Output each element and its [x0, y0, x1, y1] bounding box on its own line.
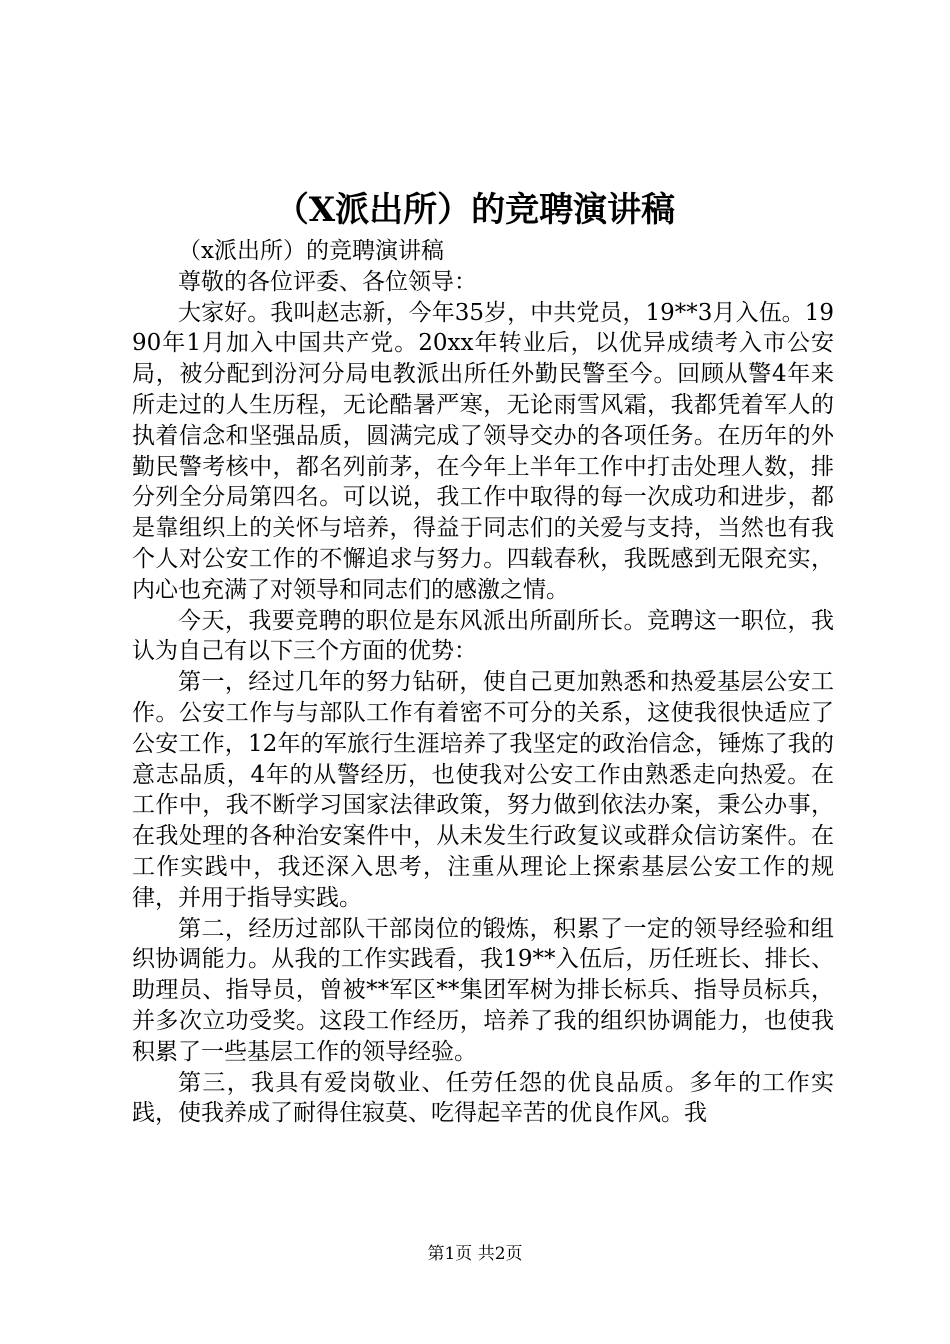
heading-repeat-paragraph: （x派出所）的竞聘演讲稿	[178, 238, 444, 264]
introduction-paragraph: 大家好。我叫赵志新，今年35岁，中共党员，19**3月入伍。1990年1月加入中国共产党。20xx年转业后，以优异成绩考入市公安局，被分配到汾河分局电教派出所任外勤民警至今。回顾从警4年来所走过的人生历程，无论酷暑严寒，无论雨雪风霜，我都凭着军人的执着信念和坚强品质，圆满完成了领导交办的各项任务。在历年的外勤民警考核中，都名列前茅，在今年上半年工作中打击处理人数，排分列全分局第四名。可以说，我工作中取得的每一次成功和进步，都是靠组织上的关怀与培养，得益于同志们的关爱与支持，当然也有我个人对公安工作的不懈追求与努力。四载春秋，我既感到无限充实，内心也充满了对领导和同志们的感激之情。	[132, 299, 834, 603]
advantage-two-paragraph: 第二，经历过部队干部岗位的锻炼，积累了一定的领导经验和组织协调能力。从我的工作实践看，我19**入伍后，历任班长、排长、助理员、指导员，曾被**军区**集团军树为排长标兵、指导员标兵，并多次立功受奖。这段工作经历，培养了我的组织协调能力，也使我积累了一些基层工作的领导经验。	[132, 915, 834, 1065]
advantage-three-paragraph: 第三，我具有爱岗敬业、任劳任怨的优良品质。多年的工作实践，使我养成了耐得住寂莫、吃得起辛苦的优良作风。我	[132, 1069, 834, 1127]
salutation-paragraph: 尊敬的各位评委、各位领导：	[178, 268, 477, 295]
advantage-one-paragraph: 第一，经过几年的努力钻研，使自己更加熟悉和热爱基层公安工作。公安工作与与部队工作有着密不可分的关系，这使我很快适应了公安工作，12年的军旅行生涯培养了我坚定的政治信念，锤炼了我的意志品质，4年的从警经历，也使我对公安工作由熟悉走向热爱。在工作中，我不断学习国家法律政策，努力做到依法办案，秉公办事，在我处理的各种治安案件中，从未发生行政复议或群众信访案件。在工作实践中，我还深入思考，注重从理论上探索基层公安工作的规律，并用于指导实践。	[132, 669, 834, 911]
page-title: （X派出所）的竞聘演讲稿	[274, 190, 676, 230]
position-paragraph: 今天，我要竞聘的职位是东风派出所副所长。竞聘这一职位，我认为自己有以下三个方面的优势：	[132, 607, 834, 665]
document-body	[132, 236, 834, 1129]
page-number-footer: 第1页 共2页	[427, 1244, 523, 1264]
